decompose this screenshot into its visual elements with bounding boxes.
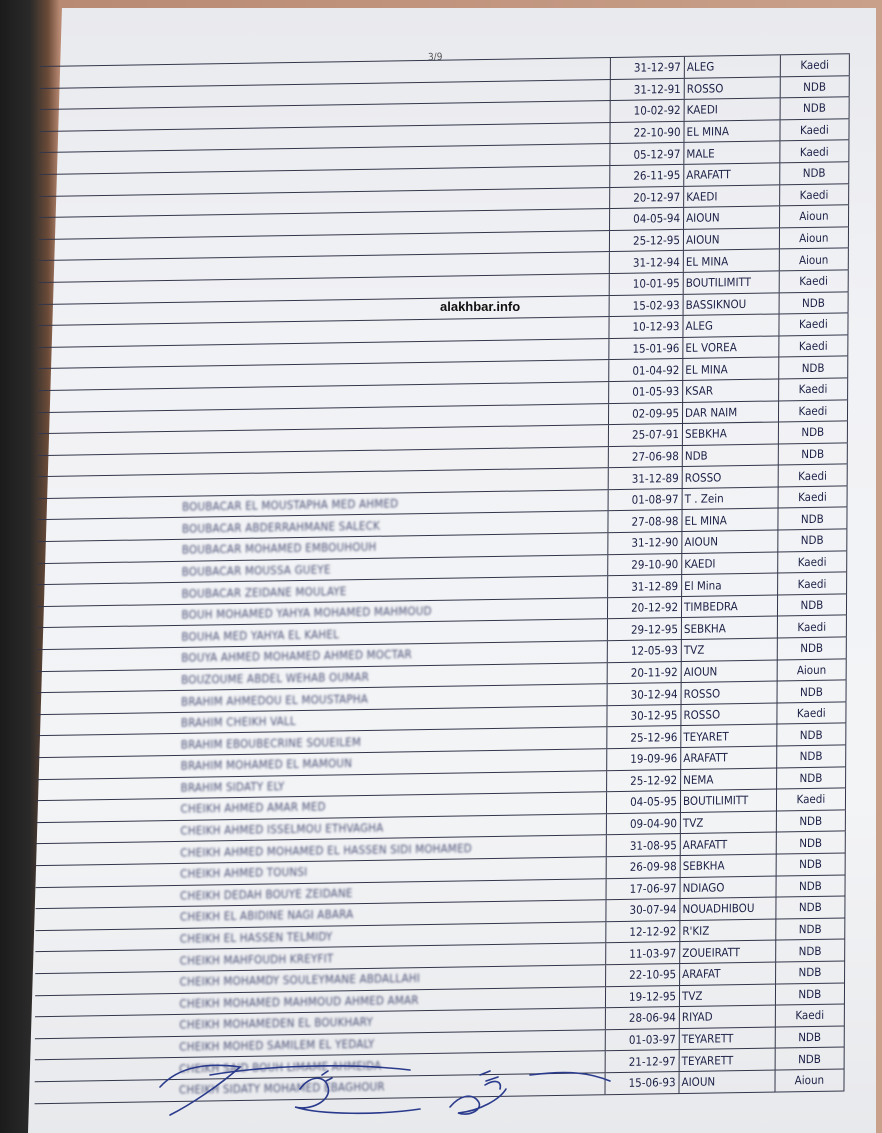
national-id — [95, 65, 185, 87]
birth-place: TEYARETT — [679, 1027, 775, 1049]
exam-center: Kaedi — [778, 335, 848, 357]
row-number — [37, 541, 92, 562]
national-id — [93, 324, 183, 346]
birth-date: 27-08-98 — [607, 510, 681, 532]
exam-center: NDB — [775, 853, 845, 875]
birth-place: AIOUN — [683, 207, 779, 229]
national-id — [91, 777, 181, 799]
birth-place: T . Zein — [682, 487, 778, 509]
national-id — [90, 972, 180, 994]
birth-place: EL MINA — [682, 358, 778, 380]
birth-place: ROSSO — [682, 466, 778, 488]
national-id — [94, 86, 184, 108]
national-id — [91, 669, 181, 691]
national-id — [92, 497, 182, 519]
row-number — [39, 217, 94, 238]
row-number — [35, 930, 90, 951]
birth-date: 15-02-93 — [608, 294, 682, 316]
national-id — [94, 108, 184, 130]
birth-place: EL MINA — [683, 120, 779, 142]
birth-date: 30-12-94 — [606, 683, 680, 705]
birth-date: 01-04-92 — [608, 359, 682, 381]
national-id — [92, 540, 182, 562]
row-number — [39, 261, 94, 282]
birth-date: 02-09-95 — [608, 402, 682, 424]
birth-place: EL VOREA — [682, 336, 778, 358]
birth-date: 04-05-95 — [606, 791, 680, 813]
row-number — [39, 325, 94, 346]
candidate-name: BRAHIM AHMEDOU EL MOUSTAPHA — [181, 691, 369, 709]
birth-place: AIOUN — [681, 660, 777, 682]
candidate-list-table — [35, 53, 850, 1103]
row-number — [38, 455, 93, 476]
row-number — [37, 584, 92, 605]
exam-center: Kaedi — [777, 616, 847, 638]
birth-date: 20-11-92 — [606, 662, 680, 684]
birth-date: 31-12-89 — [607, 467, 681, 489]
row-number — [35, 1038, 90, 1059]
birth-date: 31-08-95 — [606, 834, 680, 856]
row-number — [39, 174, 94, 195]
national-id — [93, 346, 183, 368]
candidate-name: CHEIKH SIDATY MOHAMED EBAGHOUR — [178, 1079, 385, 1098]
birth-date: 31-12-91 — [609, 78, 683, 100]
exam-center: Kaedi — [777, 465, 847, 487]
row-number — [39, 239, 94, 260]
national-id — [91, 691, 181, 713]
row-number — [40, 109, 95, 130]
birth-date: 31-12-89 — [607, 575, 681, 597]
birth-place: SEBKHA — [681, 617, 777, 639]
birth-date: 01-03-97 — [605, 1029, 679, 1051]
exam-center: NDB — [778, 292, 848, 314]
exam-center: NDB — [779, 162, 849, 184]
birth-date: 22-10-90 — [609, 122, 683, 144]
birth-date: 15-06-93 — [604, 1072, 678, 1094]
row-number — [35, 973, 90, 994]
exam-center: Kaedi — [780, 54, 850, 76]
exam-center: Kaedi — [776, 702, 846, 724]
exam-center: Aioun — [774, 1069, 844, 1091]
exam-center: Kaedi — [778, 400, 848, 422]
row-number — [40, 66, 95, 87]
exam-center: Kaedi — [777, 551, 847, 573]
watermark-text: alakhbar.info — [440, 299, 521, 314]
exam-center: NDB — [776, 681, 846, 703]
birth-place: MALE — [683, 142, 779, 164]
candidate-name: CHEIKH AHMED MOHAMED EL HASSEN SIDI MOHAMED — [180, 840, 472, 860]
birth-date: 20-12-92 — [607, 597, 681, 619]
candidate-name: BOUZOUME ABDEL WEHAB OUMAR — [181, 669, 369, 687]
national-id — [93, 281, 183, 303]
candidate-name: BRAHIM EBOUBECRINE SOUEILEM — [180, 734, 362, 752]
exam-center: NDB — [779, 97, 849, 119]
candidate-name: CHEIKH AHMED AMAR MED — [180, 800, 326, 817]
exam-center: NDB — [775, 940, 845, 962]
row-number — [38, 412, 93, 433]
national-id — [92, 626, 182, 648]
birth-date: 10-02-92 — [609, 100, 683, 122]
row-number — [38, 520, 93, 541]
row-number — [40, 131, 95, 152]
exam-center: Kaedi — [778, 313, 848, 335]
national-id — [90, 1015, 180, 1037]
row-number — [39, 153, 94, 174]
exam-center: Kaedi — [779, 184, 849, 206]
candidate-name: BOUBACAR MOUSSA GUEYE — [181, 562, 331, 579]
candidate-name: CHEIKH MOHAMED MAHMOUD AHMED AMAR — [179, 992, 419, 1011]
birth-date: 25-12-96 — [606, 726, 680, 748]
birth-place: NEMA — [680, 768, 776, 790]
exam-center: Kaedi — [776, 789, 846, 811]
row-number — [36, 736, 91, 757]
birth-place: KSAR — [682, 379, 778, 401]
birth-date: 30-07-94 — [605, 899, 679, 921]
birth-date: 31-12-97 — [610, 57, 684, 79]
birth-date: 28-06-94 — [605, 1007, 679, 1029]
birth-place: TVZ — [680, 811, 776, 833]
exam-center: NDB — [778, 421, 848, 443]
birth-date: 27-06-98 — [608, 446, 682, 468]
birth-date: 17-06-97 — [605, 878, 679, 900]
row-number — [35, 1060, 90, 1081]
handwritten-signatures — [150, 1045, 800, 1129]
candidate-name: BOUBACAR MOHAMED EMBOUHOUH — [181, 540, 377, 558]
birth-date: 15-01-96 — [608, 338, 682, 360]
national-id — [92, 583, 182, 605]
national-id — [90, 929, 180, 951]
row-number — [35, 1081, 90, 1102]
row-number — [37, 671, 92, 692]
national-id — [91, 734, 181, 756]
national-id — [91, 756, 181, 778]
national-id — [94, 151, 184, 173]
row-number — [39, 196, 94, 217]
row-number — [39, 282, 94, 303]
birth-place: SEBKHA — [680, 855, 776, 877]
national-id — [94, 216, 184, 238]
birth-date: 26-09-98 — [605, 856, 679, 878]
row-number — [36, 757, 91, 778]
birth-place: AIOUN — [681, 531, 777, 553]
candidate-name: BRAHIM CHEIKH VALL — [180, 714, 296, 730]
row-number — [36, 865, 91, 886]
row-number — [40, 88, 95, 109]
candidate-name: CHEIKH EL HASSEN TELMIDY — [179, 929, 333, 946]
national-id — [92, 475, 182, 497]
birth-place: AIOUN — [683, 228, 779, 250]
birth-date: 25-12-95 — [609, 230, 683, 252]
exam-center: Kaedi — [778, 378, 848, 400]
exam-center: NDB — [776, 745, 846, 767]
birth-place: BOUTILIMITT — [680, 790, 776, 812]
exam-center: NDB — [777, 529, 847, 551]
exam-center: NDB — [777, 443, 847, 465]
exam-center: NDB — [776, 724, 846, 746]
birth-date: 19-12-95 — [605, 986, 679, 1008]
exam-center: NDB — [775, 875, 845, 897]
row-number — [37, 563, 92, 584]
exam-center: NDB — [776, 767, 846, 789]
row-number — [37, 649, 92, 670]
exam-center: NDB — [777, 594, 847, 616]
exam-center: NDB — [779, 76, 849, 98]
birth-place: KAEDI — [683, 185, 779, 207]
birth-date: 25-07-91 — [608, 424, 682, 446]
birth-place: ARAFATT — [683, 163, 779, 185]
exam-center: Kaedi — [775, 1005, 845, 1027]
exam-center: Kaedi — [779, 119, 849, 141]
birth-date: 01-08-97 — [607, 489, 681, 511]
row-number — [37, 692, 92, 713]
exam-center: NDB — [775, 961, 845, 983]
national-id — [92, 605, 182, 627]
birth-date: 01-05-93 — [608, 381, 682, 403]
row-number — [38, 477, 93, 498]
candidate-name: CHEIKH DEDAH BOUYE ZEIDANE — [179, 886, 353, 903]
birth-date: 29-12-95 — [607, 618, 681, 640]
birth-place: NDIAGO — [680, 876, 776, 898]
birth-place: ROSSO — [681, 682, 777, 704]
exam-center: Kaedi — [778, 270, 848, 292]
candidate-name: BOUBACAR EL MOUSTAPHA MED AHMED — [182, 496, 399, 514]
exam-center: NDB — [775, 918, 845, 940]
row-number — [38, 347, 93, 368]
exam-center: Kaedi — [777, 486, 847, 508]
birth-place: ARAFAT — [679, 963, 775, 985]
exam-center: NDB — [777, 508, 847, 530]
candidate-name: BOUBACAR ABDERRAHMANE SALECK — [181, 518, 381, 536]
exam-center: Aioun — [778, 249, 848, 271]
birth-date: 26-11-95 — [609, 165, 683, 187]
birth-place: KAEDI — [681, 552, 777, 574]
national-id — [91, 799, 181, 821]
birth-place: ROSSO — [684, 77, 780, 99]
national-id — [92, 453, 182, 475]
exam-center: NDB — [775, 897, 845, 919]
row-number — [35, 952, 90, 973]
birth-date: 29-10-90 — [607, 554, 681, 576]
national-id — [94, 259, 184, 281]
birth-date: 20-12-97 — [609, 186, 683, 208]
birth-place: BOUTILIMITT — [683, 271, 779, 293]
exam-center: Aioun — [779, 227, 849, 249]
exam-center: Aioun — [776, 659, 846, 681]
birth-place: ZOUEIRATT — [679, 941, 775, 963]
national-id — [93, 389, 183, 411]
birth-place: NOUADHIBOU — [679, 898, 775, 920]
row-number — [35, 995, 90, 1016]
birth-place: BASSIKNOU — [683, 293, 779, 315]
national-id — [90, 864, 180, 886]
birth-date: 11-03-97 — [605, 942, 679, 964]
page-number: 3/9 — [427, 51, 443, 64]
national-id — [94, 173, 184, 195]
national-id — [91, 821, 181, 843]
national-id — [93, 410, 183, 432]
national-id — [93, 302, 183, 324]
birth-date: 10-01-95 — [608, 273, 682, 295]
birth-date: 21-12-97 — [604, 1050, 678, 1072]
row-number — [37, 628, 92, 649]
candidate-name: BOUBACAR ZEIDANE MOULAYE — [181, 583, 347, 601]
national-id — [92, 561, 182, 583]
row-number — [36, 714, 91, 735]
exam-center: NDB — [775, 832, 845, 854]
national-id — [94, 130, 184, 152]
national-id — [90, 950, 180, 972]
birth-place: TVZ — [679, 984, 775, 1006]
row-number — [38, 433, 93, 454]
birth-date: 12-05-93 — [607, 640, 681, 662]
national-id — [93, 432, 183, 454]
birth-place: ALEG — [682, 315, 778, 337]
birth-place: TIMBEDRA — [681, 595, 777, 617]
birth-place: DAR NAIM — [682, 401, 778, 423]
birth-date: 09-04-90 — [606, 813, 680, 835]
candidate-name: CHEIKH AHMED TOUNSI — [180, 865, 308, 882]
birth-date: 05-12-97 — [609, 143, 683, 165]
row-number — [35, 908, 90, 929]
row-number — [36, 822, 91, 843]
national-id — [93, 367, 183, 389]
birth-place: ARAFATT — [680, 747, 776, 769]
birth-place: El Mina — [681, 574, 777, 596]
candidate-name: CHEIKH AHMED ISSELMOU ETHVAGHA — [180, 820, 384, 838]
birth-date: 19-09-96 — [606, 748, 680, 770]
birth-date: 12-12-92 — [605, 921, 679, 943]
row-number — [38, 498, 93, 519]
exam-center: NDB — [774, 1048, 844, 1070]
exam-center: NDB — [776, 810, 846, 832]
exam-center: NDB — [775, 983, 845, 1005]
birth-date: 25-12-92 — [606, 770, 680, 792]
candidate-name: CHEIKH MAHFOUDH KREYFIT — [179, 951, 334, 968]
birth-place: NDB — [682, 444, 778, 466]
exam-center: NDB — [776, 637, 846, 659]
row-number — [38, 390, 93, 411]
birth-place: EL MINA — [681, 509, 777, 531]
birth-date: 04-05-94 — [609, 208, 683, 230]
candidate-name: BOUYA AHMED MOHAMED AHMED MOCTAR — [181, 647, 412, 666]
birth-place: ROSSO — [680, 703, 776, 725]
birth-place: EL MINA — [683, 250, 779, 272]
row-number — [36, 800, 91, 821]
national-id — [91, 713, 181, 735]
birth-place: RIYAD — [679, 1006, 775, 1028]
row-number — [36, 779, 91, 800]
national-id — [90, 907, 180, 929]
national-id — [90, 993, 180, 1015]
candidate-name: CHEIKH MOHED SAMILEM EL YEDALY — [179, 1036, 375, 1054]
candidate-name: CHEIKH MOHAMDY SOULEYMANE ABDALLAHI — [179, 971, 421, 990]
national-id — [90, 885, 180, 907]
birth-place: TEYARETT — [679, 1049, 775, 1071]
birth-place: TEYARET — [680, 725, 776, 747]
national-id — [94, 194, 184, 216]
birth-place: SEBKHA — [682, 423, 778, 445]
birth-place: R'KIZ — [679, 919, 775, 941]
birth-place: ARAFATT — [680, 833, 776, 855]
candidate-name: BOUHA MED YAHYA EL KAHEL — [181, 627, 340, 644]
candidate-name: BRAHIM MOHAMED EL MAMOUN — [180, 756, 353, 774]
exam-center: Kaedi — [779, 141, 849, 163]
birth-date: 31-12-94 — [609, 251, 683, 273]
birth-place: KAEDI — [684, 99, 780, 121]
birth-date: 31-12-90 — [607, 532, 681, 554]
row-number — [39, 304, 94, 325]
exam-center: NDB — [774, 1026, 844, 1048]
national-id — [91, 648, 181, 670]
birth-date: 10-12-93 — [608, 316, 682, 338]
row-number — [38, 369, 93, 390]
birth-date: 22-10-95 — [605, 964, 679, 986]
candidate-name: BOUH MOHAMED YAHYA MOHAMED MAHMOUD — [181, 604, 432, 622]
national-id — [90, 842, 180, 864]
row-number — [36, 844, 91, 865]
birth-place: ALEG — [684, 55, 780, 77]
national-id — [94, 238, 184, 260]
row-number — [37, 606, 92, 627]
candidate-name: CHEIKH SAID BOUH LIMAME AHMEIDA — [179, 1058, 382, 1076]
national-id — [92, 518, 182, 540]
row-number — [36, 887, 91, 908]
candidate-name: CHEIKH MOHAMEDEN EL BOUKHARY — [179, 1015, 373, 1033]
exam-center: Aioun — [779, 205, 849, 227]
candidate-name: BRAHIM SIDATY ELY — [180, 779, 285, 795]
row-number — [35, 1016, 90, 1037]
exam-center: NDB — [778, 357, 848, 379]
exam-center: Kaedi — [777, 573, 847, 595]
birth-place: AIOUN — [679, 1070, 775, 1092]
birth-date: 30-12-95 — [606, 705, 680, 727]
birth-place: TVZ — [681, 639, 777, 661]
candidate-name: CHEIKH EL ABIDINE NAGI ABARA — [179, 907, 354, 925]
